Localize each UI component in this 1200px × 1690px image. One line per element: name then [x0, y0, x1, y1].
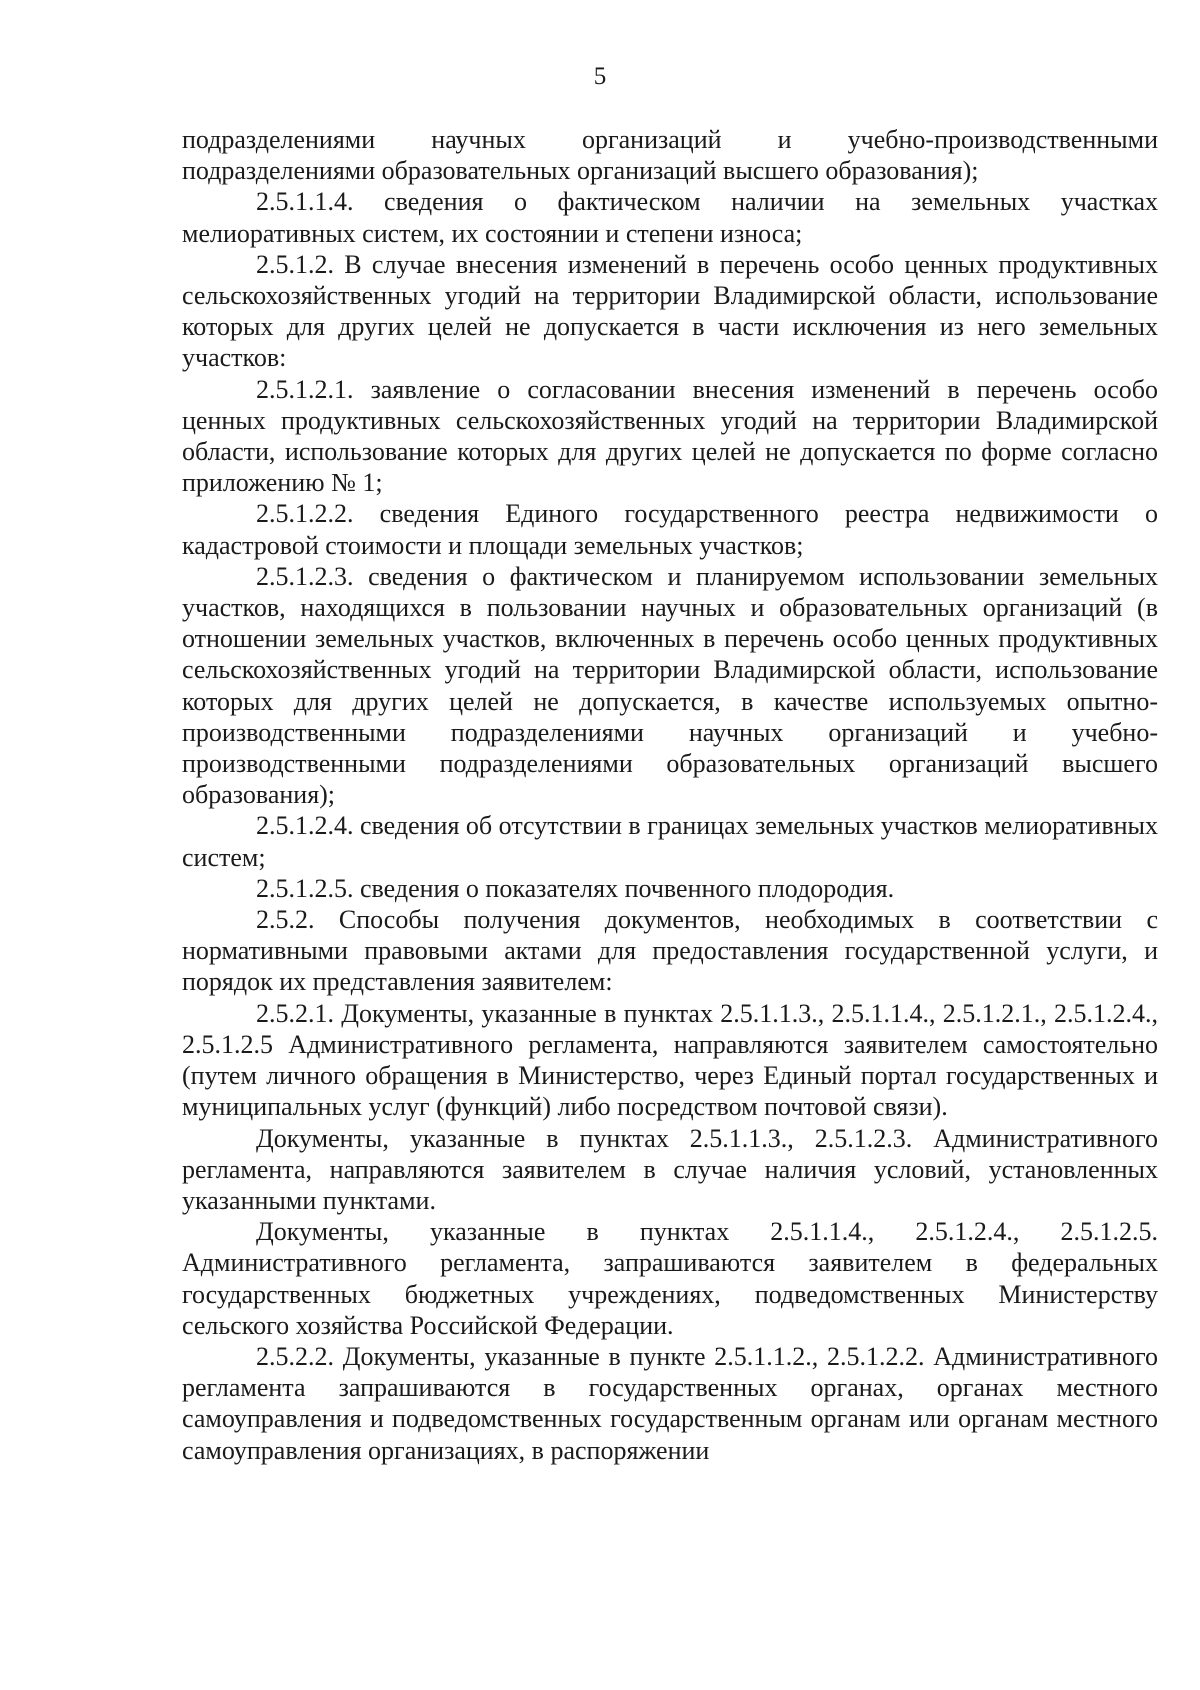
paragraph-2-5-1-1-4: 2.5.1.1.4. сведения о фактическом наличии на земельных участках мелиоративных систем, их состоянии и степени износа;: [182, 187, 1158, 248]
paragraph-2-5-2-1: 2.5.2.1. Документы, указанные в пунктах 2.5.1.1.3., 2.5.1.1.4., 2.5.1.2.1., 2.5.1.2.4., 2.5.1.2.5 Административного регламента, направляются заявителем самостоятельно (путем личного обращения в Министерство, через Единый портал государственных и муниципальных услуг (функций) либо посредством почтовой связи).: [182, 998, 1158, 1122]
paragraph-2-5-1-2-4: 2.5.1.2.4. сведения об отсутствии в границах земельных участков мелиоративных систем;: [182, 811, 1158, 872]
paragraph-2-5-2: 2.5.2. Способы получения документов, необходимых в соответствии с нормативными правовыми актами для предоставления государственной услуги, и порядок их представления заявителем:: [182, 905, 1158, 997]
paragraph-documents-conditions: Документы, указанные в пунктах 2.5.1.1.3., 2.5.1.2.3. Административного регламента, направляются заявителем в случае наличия условий, установленных указанными пунктами.: [182, 1123, 1158, 1215]
paragraph-2-5-1-2-2: 2.5.1.2.2. сведения Единого государственного реестра недвижимости о кадастровой стоимости и площади земельных участков;: [182, 499, 1158, 560]
paragraph-2-5-1-2-5: 2.5.1.2.5. сведения о показателях почвенного плодородия.: [256, 873, 895, 903]
paragraph-continuation: подразделениями научных организаций и учебно-производственными подразделениями образовательных организаций высшего образования);: [182, 125, 1158, 186]
paragraph-2-5-2-2: 2.5.2.2. Документы, указанные в пункте 2.5.1.1.2., 2.5.1.2.2. Административного регламента запрашиваются в государственных органах, органах местного самоуправления и подведомственных государственным органам или органам местного самоуправления организациях, в распоряжении: [182, 1341, 1158, 1465]
paragraph-2-5-1-2-1: 2.5.1.2.1. заявление о согласовании внесения изменений в перечень особо ценных продуктивных сельскохозяйственных угодий на территории Владимирской области, использование которых для других целей не допускается по форме согласно приложению № 1;: [182, 374, 1158, 498]
page-number: 5: [593, 63, 607, 90]
paragraph-2-5-1-2-3: 2.5.1.2.3. сведения о фактическом и планируемом использовании земельных участков, находящихся в пользовании научных и образовательных организаций (в отношении земельных участков, включенных в перечень особо ценных продуктивных сельскохозяйственных угодий на территории Владимирской области, использование которых для других целей не допускается, в качестве используемых опытно-производственными подразделениями научных организаций и учебно-производственными подразделениями образовательных организаций высшего образования);: [182, 561, 1158, 810]
paragraph-2-5-1-2: 2.5.1.2. В случае внесения изменений в перечень особо ценных продуктивных сельскохозяйственных угодий на территории Владимирской области, использование которых для других целей не допускается в части исключения из него земельных участков:: [182, 249, 1158, 373]
paragraph-documents-federal: Документы, указанные в пунктах 2.5.1.1.4., 2.5.1.2.4., 2.5.1.2.5. Административного регламента, запрашиваются заявителем в федеральных государственных бюджетных учреждениях, подведомственных Министерству сельского хозяйства Российской Федерации.: [182, 1217, 1158, 1340]
document-body: [182, 124, 1158, 1466]
